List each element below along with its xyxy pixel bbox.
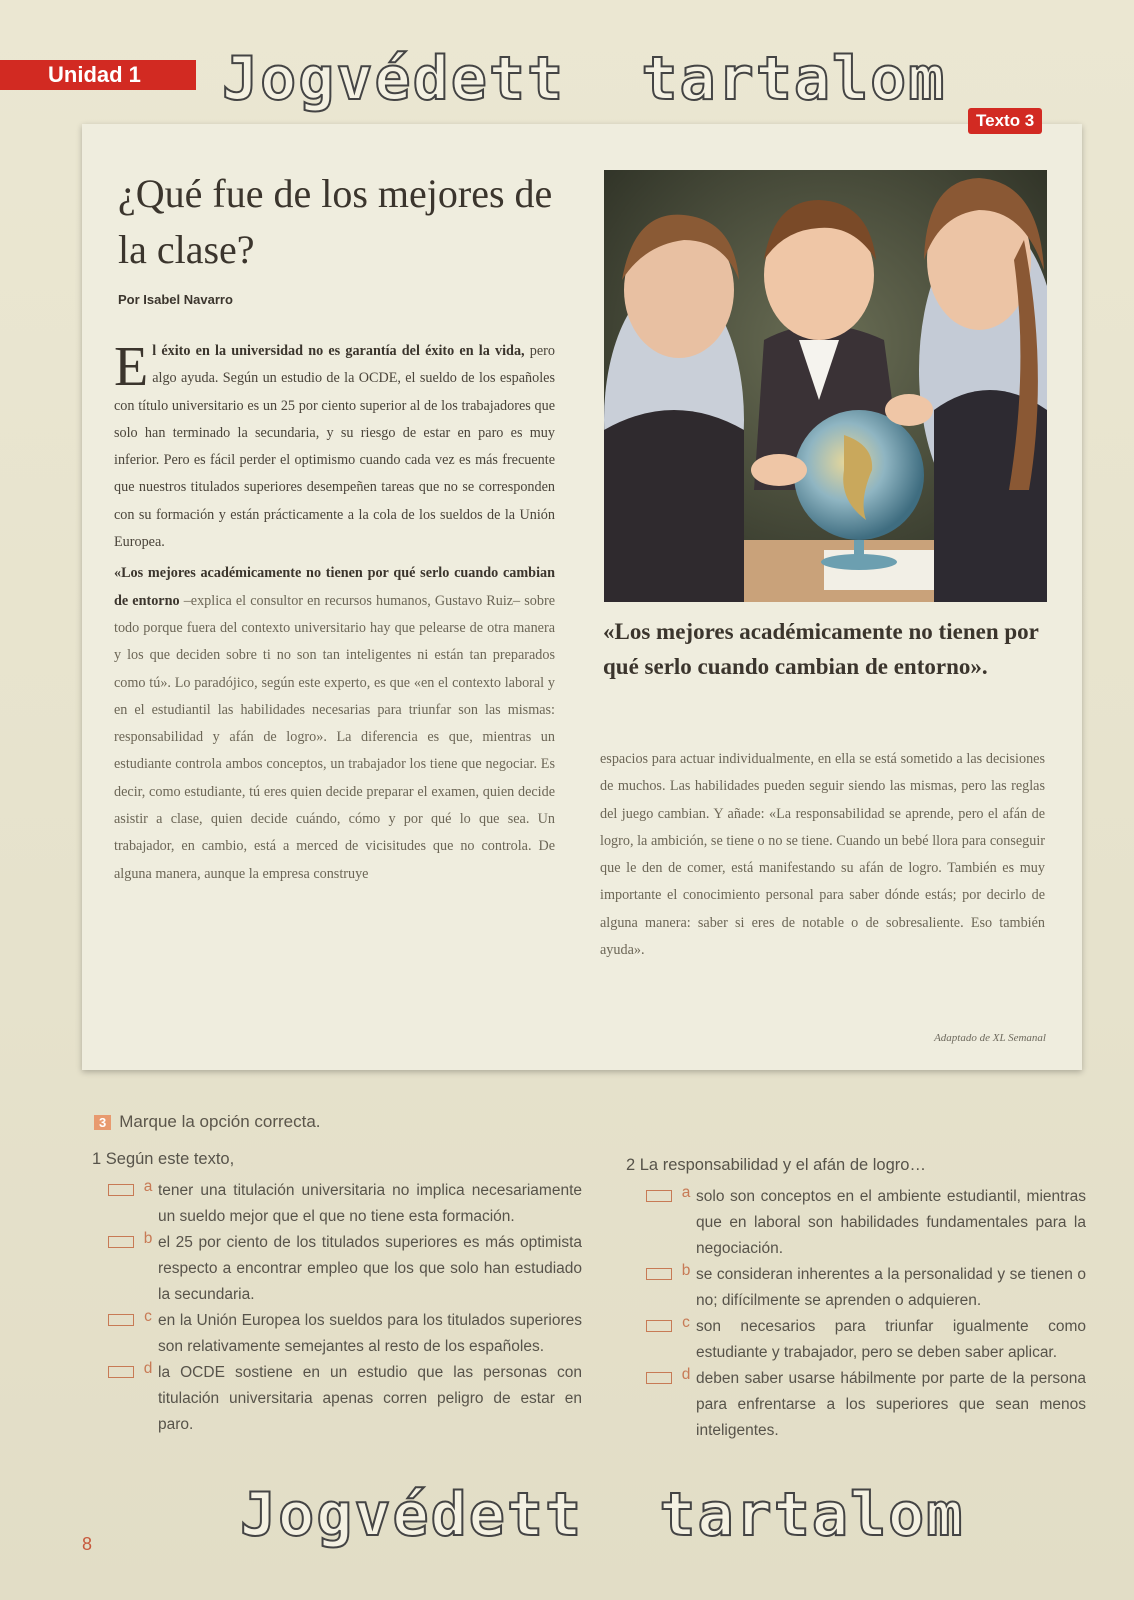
option-text: solo son conceptos en el ambiente estudiantil, mientras que en laboral son habilidades fundamentales para la negociación. xyxy=(696,1188,1086,1257)
paragraph-3: espacios para actuar individualmente, en ella se está sometido a las decisiones de muchos. Las habilidades pueden seguir siendo las mismas, pero las reglas del juego cambian. Y añade: «La responsabilidad se aprende, pero el afán de logro, la ambición, se tiene o no se tiene. Cuando un bebé llora para conseguir que le den de comer, está manifestando su afán de logro. También es muy importante el conocimiento personal para saber dónde estás; por decirlo de alguna manera: saber si eres de notable o de sobresaliente. Eso también ayuda». xyxy=(600,751,1045,959)
option-letter: c xyxy=(682,1314,690,1331)
exercise-instruction: Marque la opción correcta. xyxy=(119,1112,321,1131)
question-1-option-a[interactable] xyxy=(92,1178,582,1230)
checkbox[interactable] xyxy=(108,1366,134,1378)
option-text: el 25 por ciento de los titulados superiores es más optimista respecto a encontrar empleo que los que solo han estudiado la secundaria. xyxy=(158,1234,582,1303)
option-letter: b xyxy=(143,1230,153,1247)
question-1-head: 1 Según este texto, xyxy=(92,1150,235,1168)
option-text: tener una titulación universitaria no implica necesariamente un sueldo mejor que el que no tiene esta formación. xyxy=(158,1182,582,1225)
option-letter: d xyxy=(681,1366,691,1383)
article-title: ¿Qué fue de los mejores de la clase? xyxy=(118,171,553,272)
article-column-1 xyxy=(114,338,555,888)
paragraph-2-body: –explica el consultor en recursos humanos, Gustavo Ruiz– sobre todo porque fuera del contexto universitario hay que pelearse de otra manera y los que deciden sobre ti no son tan inteligentes ni están tan preparados como tú». Lo paradójico, según este experto, es que «en el contexto laboral y en el estudiantil las habilidades necesarias para triunfar son las mismas: responsabilidad y afán de logro». La diferencia es que, mientras un estudiante controla ambos conceptos, un trabajador los tiene que negociar. Es decir, como estudiante, tú eres quien decide preparar el examen, quien decide asistir a clase, quien decide cuándo, cómo y por qué lo que sea. Un trabajador, en cambio, está a merced de vicisitudes que no controla. De alguna manera, aunque la empresa construye xyxy=(114,592,555,882)
quote-lead: «Los mejores académicamente no tienen por qué serlo cuando cambian de entorno xyxy=(114,565,555,609)
question-2-option-c[interactable] xyxy=(626,1314,1086,1366)
option-letter: b xyxy=(681,1262,691,1279)
article-byline: Por Isabel Navarro xyxy=(118,292,233,307)
lead-text: l éxito en la universidad no es garantía del éxito en la vida, xyxy=(152,343,525,359)
checkbox[interactable] xyxy=(646,1372,672,1384)
question-2-head: 2 La responsabilidad y el afán de logro… xyxy=(626,1156,926,1174)
drop-cap: E xyxy=(114,336,149,398)
question-2-option-d[interactable] xyxy=(626,1366,1086,1444)
option-text: son necesarios para triunfar igualmente como estudiante y trabajador, pero se deben saber aplicar. xyxy=(696,1318,1086,1361)
option-text: se consideran inherentes a la personalidad y se tienen o no; difícilmente se aprenden o adquieren. xyxy=(696,1266,1086,1309)
paragraph-1 xyxy=(114,338,555,556)
option-text: deben saber usarse hábilmente por parte de la persona para enfrentarse a los superiores que sean menos inteligentes. xyxy=(696,1370,1086,1439)
students-globe-photo xyxy=(604,170,1047,602)
exercise-number: 3 xyxy=(94,1115,111,1130)
exercise-title xyxy=(94,1112,321,1132)
question-2-option-b[interactable] xyxy=(626,1262,1086,1314)
page-number: 8 xyxy=(82,1534,93,1554)
article-source: Adaptado de XL Semanal xyxy=(934,1032,1046,1044)
photo-illustration xyxy=(604,170,1047,602)
paragraph-2 xyxy=(114,560,555,888)
unit-tab: Unidad 1 xyxy=(0,60,196,90)
texto-badge: Texto 3 xyxy=(968,108,1042,134)
checkbox[interactable] xyxy=(108,1314,134,1326)
question-2-option-a[interactable] xyxy=(626,1184,1086,1262)
checkbox[interactable] xyxy=(646,1268,672,1280)
watermark-bottom: Jogvédett tartalom xyxy=(240,1480,965,1550)
question-1-option-c[interactable] xyxy=(92,1308,582,1360)
question-1 xyxy=(92,1146,582,1438)
checkbox[interactable] xyxy=(646,1190,672,1202)
watermark-top: Jogvédett tartalom xyxy=(222,44,947,114)
option-text: en la Unión Europea los sueldos para los titulados superiores son relativamente semejantes al resto de los españoles. xyxy=(158,1312,582,1355)
checkbox[interactable] xyxy=(108,1236,134,1248)
checkbox[interactable] xyxy=(646,1320,672,1332)
question-1-option-b[interactable] xyxy=(92,1230,582,1308)
option-letter: a xyxy=(143,1178,153,1195)
pull-quote: «Los mejores académicamente no tienen por qué serlo cuando cambian de entorno». xyxy=(603,619,1039,679)
checkbox[interactable] xyxy=(108,1184,134,1196)
option-letter: d xyxy=(143,1360,153,1377)
option-text: la OCDE sostiene en un estudio que las personas con titulación universitaria apenas corren peligro de estar en paro. xyxy=(158,1364,582,1433)
question-2 xyxy=(626,1152,1086,1444)
option-letter: a xyxy=(681,1184,691,1201)
question-1-option-d[interactable] xyxy=(92,1360,582,1438)
paragraph-1-body: pero algo ayuda. Según un estudio de la OCDE, el sueldo de los españoles con título universitario es un 25 por ciento superior al de los trabajadores que solo han terminado la secundaria, y su riesgo de estar en paro es muy inferior. Pero es fácil perder el optimismo cuando cada vez es más frecuente que nuestros titulados superiores desempeñen tareas que no se corresponden con su formación y están prácticamente a la cola de los sueldos de la Unión Europea. xyxy=(114,343,555,551)
article-column-2 xyxy=(600,746,1045,964)
option-letter: c xyxy=(144,1308,152,1325)
